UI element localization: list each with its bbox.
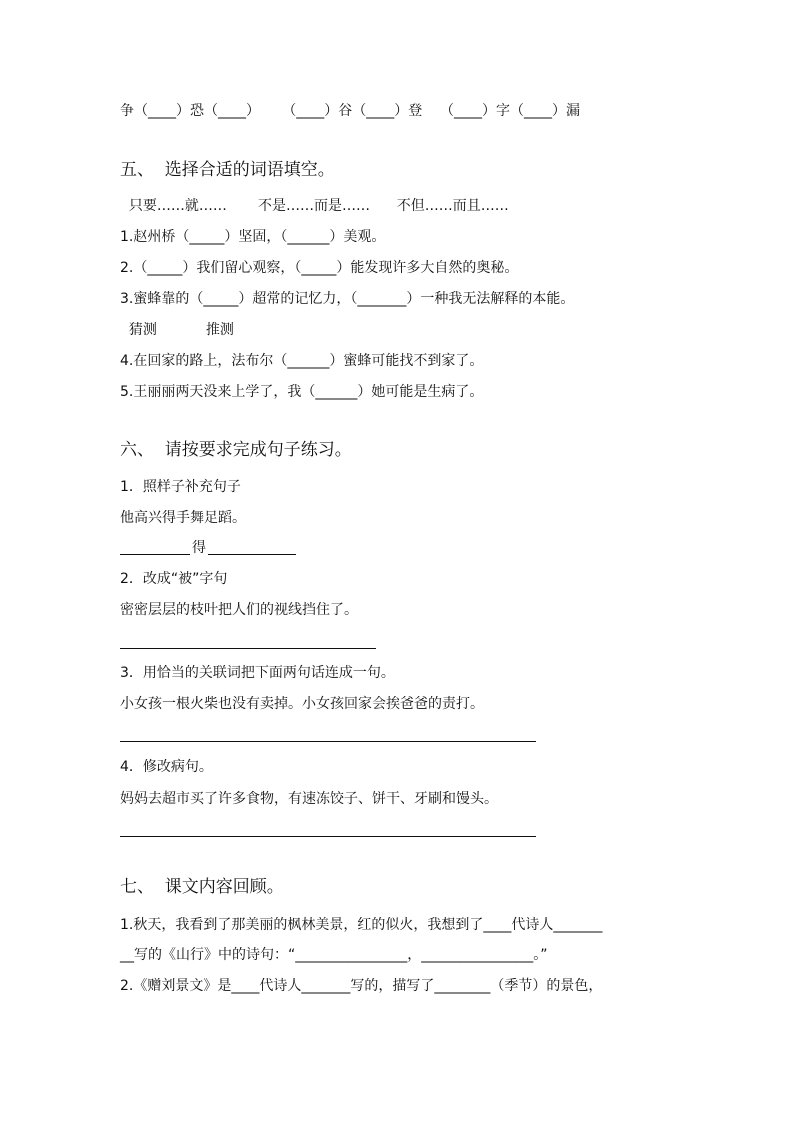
item-6-1-label: 1．照样子补充句子 xyxy=(120,479,241,495)
item-6-4-label: 4．修改病句。 xyxy=(120,759,213,775)
answer-line-6-4[interactable] xyxy=(120,836,536,837)
question-5-2: 2.（_____）我们留心观察，（_____）能发现许多大自然的奥秘。 xyxy=(120,260,519,276)
word-options-1: 只要……就…… 不是……而是…… 不但……而且…… xyxy=(120,198,509,214)
question-5-1: 1.赵州桥（_____）坚固，（______）美观。 xyxy=(120,229,386,245)
item-6-1-example: 他高兴得手舞足蹈。 xyxy=(120,510,246,526)
section-seven-title: 七、 课文内容回顾。 xyxy=(120,877,284,897)
question-7-1-line-a: 1.秋天，我看到了那美丽的枫林美景，红的似火，我想到了____代诗人_______ xyxy=(120,917,603,933)
question-5-3: 3.蜜蜂靠的（_____）超常的记忆力，（_______）一种我无法解释的本能。 xyxy=(120,291,575,307)
answer-blank-after-de[interactable] xyxy=(208,554,296,555)
item-6-2-sentence: 密密层层的枝叶把人们的视线挡住了。 xyxy=(120,602,358,618)
question-5-4: 4.在回家的路上，法布尔（______）蜜蜂可能找不到家了。 xyxy=(120,353,484,369)
question-5-5: 5.王丽丽两天没来上学了，我（______）她可能是生病了。 xyxy=(120,384,484,400)
question-7-1-line-b: __写的《山行》中的诗句：“________________，________________。” xyxy=(120,947,548,963)
answer-line-6-3[interactable] xyxy=(120,741,536,742)
section-five-title: 五、 选择合适的词语填空。 xyxy=(120,160,335,180)
item-6-3-label: 3．用恰当的关联词把下面两句话连成一句。 xyxy=(120,665,395,681)
item-6-2-label: 2．改成“被”字句 xyxy=(120,571,228,587)
fill-in-idioms-row: 争（____）恐（____） （____）谷（____）登 （____）字（____）漏 xyxy=(120,103,581,119)
question-7-2: 2.《赠刘景文》是____代诗人_______写的，描写了________（季节）的景色， xyxy=(120,978,603,994)
item-6-4-sentence: 妈妈去超市买了许多食物，有速冻饺子、饼干、牙刷和馒头。 xyxy=(120,791,498,807)
answer-blank-before-de[interactable] xyxy=(120,554,190,555)
word-options-2: 猜测 推测 xyxy=(120,322,234,338)
item-6-3-sentence: 小女孩一根火柴也没有卖掉。小女孩回家会挨爸爸的责打。 xyxy=(120,696,484,712)
answer-line-6-2[interactable] xyxy=(120,648,376,649)
section-six-title: 六、 请按要求完成句子练习。 xyxy=(120,440,352,460)
de-character: 得 xyxy=(192,540,206,556)
